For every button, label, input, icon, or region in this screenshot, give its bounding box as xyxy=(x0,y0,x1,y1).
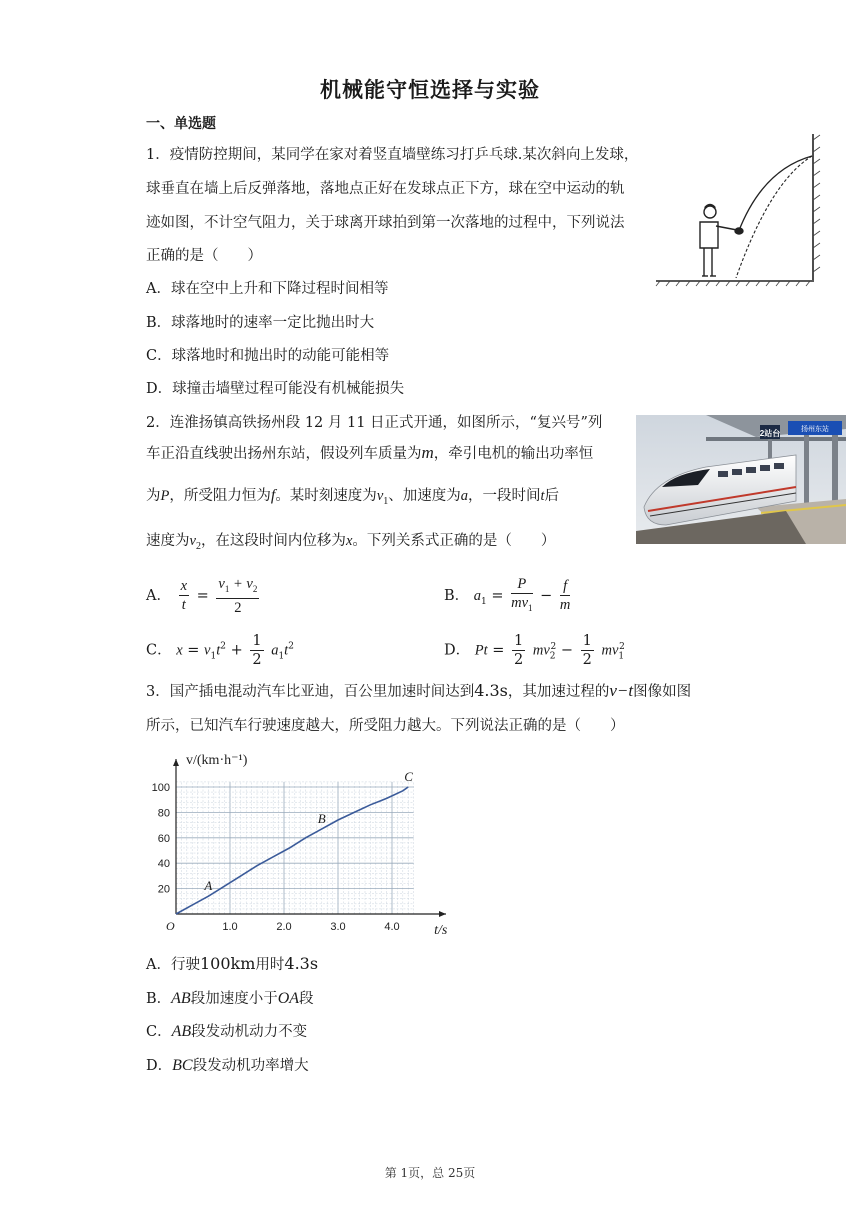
x-tick-label: 2.0 xyxy=(276,921,292,933)
q3-vt-symbol: v−t xyxy=(609,681,634,700)
symbol-a: a xyxy=(460,488,468,504)
q1-line-4: 正确的是（ ） xyxy=(146,248,262,264)
q2-option-a: A． $\frac{x}{t}$ = $\frac{v_1 + v_2}{2}$ xyxy=(146,576,258,616)
q2-text: 为 xyxy=(146,488,161,504)
q1-option-b: B．球落地时的速率一定比抛出时大 xyxy=(146,315,375,331)
q3-option-b: B．AB段加速度小于OA段 xyxy=(146,990,314,1007)
fraction-f-over-m: $\frac{f}{m}$ xyxy=(559,578,571,614)
q2-text: ，所受阻力恒为 xyxy=(169,488,271,504)
fraction-v-average: $\frac{v_1 + v_2}{2}$ xyxy=(218,576,258,616)
y-tick-label: 60 xyxy=(157,832,170,845)
q1-line-3: 迹如图，不计空气阻力，关于球离开球拍到第一次落地的过程中，下列说法 xyxy=(146,215,625,231)
symbol-f: f xyxy=(270,487,276,504)
q2-text: 、加速度为 xyxy=(388,488,461,504)
symbol-t: t xyxy=(540,488,545,504)
vt-chart xyxy=(140,752,460,942)
q3-line-2: 所示，已知汽车行驶速度越大，所受阻力越大。下列说法正确的是（ ） xyxy=(146,718,625,734)
q2-text: ，一段时间 xyxy=(468,488,541,504)
symbol-v1: $v_1$ xyxy=(376,488,389,507)
q2-text: 速度为 xyxy=(146,533,190,549)
vt-curve xyxy=(176,787,408,914)
q2-line-4 xyxy=(146,529,555,552)
symbol-v2: $v_2$ xyxy=(189,533,201,552)
x-axis-label: t/s xyxy=(434,923,448,938)
y-tick-label: 20 xyxy=(157,883,170,896)
q1-line-2: 球垂直在墙上后反弹落地，落地点正好在发球点正下方，球在空中运动的轨 xyxy=(146,181,625,197)
q2-text: 。下列关系式正确的是（ ） xyxy=(352,533,556,549)
q1-option-c: C．球落地时和抛出时的动能可能相等 xyxy=(146,348,390,364)
q2-line-1: 2．连淮扬镇高铁扬州段 12 月 11 日正式开通，如图所示，“复兴号”列 xyxy=(146,415,603,431)
y-axis-label: v/(km·h⁻¹) xyxy=(186,753,248,769)
x-tick-label: 3.0 xyxy=(330,921,346,933)
symbol-P: P xyxy=(160,488,170,504)
page-footer: 第 1页，总 25页 xyxy=(384,1166,476,1180)
q2-text: ，牵引电机的输出功率恒 xyxy=(433,446,594,462)
svg-text:扬州东站: 扬州东站 xyxy=(801,426,829,433)
fraction-one-half: $\frac{1}{2}$ xyxy=(582,633,592,668)
q1-line-1: 1．疫情防控期间，某同学在家对着竖直墙壁练习打乒乓球.某次斜向上发球， xyxy=(146,147,639,163)
fraction-P-over-mv1: $\frac{P}{mv_1}$ xyxy=(511,576,533,613)
point-label-B: B xyxy=(317,810,326,826)
section-heading: 一、单选题 xyxy=(146,116,216,132)
q3-option-d: D．BC段发动机功率增大 xyxy=(146,1057,309,1074)
y-tick-label: 80 xyxy=(157,807,170,820)
y-tick-label: 40 xyxy=(157,858,170,871)
x-tick-label: 4.0 xyxy=(384,921,400,933)
q2-text: 车正沿直线驶出扬州东站，假设列车质量为 xyxy=(146,446,422,462)
q2-text: 后 xyxy=(544,488,560,504)
player-figure xyxy=(700,205,743,276)
y-axis-arrow xyxy=(173,759,179,766)
q2-text: ，在这段时间内位移为 xyxy=(200,533,346,549)
q3-option-c: C．AB段发动机动力不变 xyxy=(146,1023,308,1040)
fraction-x-over-t: $\frac{x}{t}$ xyxy=(180,578,188,614)
fraction-one-half: $\frac{1}{2}$ xyxy=(514,633,524,668)
q2-option-d: D． Pt = $\frac{1}{2}$ $mv_2^2$ − $\frac{1}{2}$ $mv_1^2$ xyxy=(444,633,625,668)
q1-option-a: A．球在空中上升和下降过程时间相等 xyxy=(146,281,389,297)
svg-text:2站台: 2站台 xyxy=(759,429,781,438)
x-tick-label: 1.0 xyxy=(222,921,238,933)
y-tick-label: 100 xyxy=(151,782,170,794)
origin-label: O xyxy=(166,919,175,933)
symbol-m: m xyxy=(421,443,434,462)
point-label-C: C xyxy=(404,769,413,784)
q1-option-d: D．球撞击墙壁过程可能没有机械能损失 xyxy=(146,381,405,397)
q3-time-value: 4.3s xyxy=(474,681,508,700)
q2-line-3 xyxy=(146,484,559,507)
symbol-x: x xyxy=(345,533,353,549)
q1-trajectory-figure xyxy=(652,130,824,288)
fraction-one-half: $\frac{1}{2}$ xyxy=(252,633,262,668)
x-axis-arrow xyxy=(439,911,446,917)
q2-line-2 xyxy=(146,442,593,463)
point-label-A: A xyxy=(204,878,213,894)
q2-option-c: C． $x = v_1t^2$ + $\frac{1}{2}$ $a_1t^2$ xyxy=(146,633,294,668)
q2-option-b: B． $a_1$ = $\frac{P}{mv_1}$ − $\frac{f}{m}$ xyxy=(444,575,573,617)
page-title: 机械能守恒选择与实验 xyxy=(320,77,540,102)
q3-option-a: A．行驶100km用时4.3s xyxy=(146,954,319,973)
train-photo xyxy=(636,415,846,544)
q3-line-1: 3．国产插电混动汽车比亚迪，百公里加速时间达到4.3s，其加速过程的v−t图像如图 xyxy=(146,681,692,700)
q2-text: 。某时刻速度为 xyxy=(275,488,377,504)
